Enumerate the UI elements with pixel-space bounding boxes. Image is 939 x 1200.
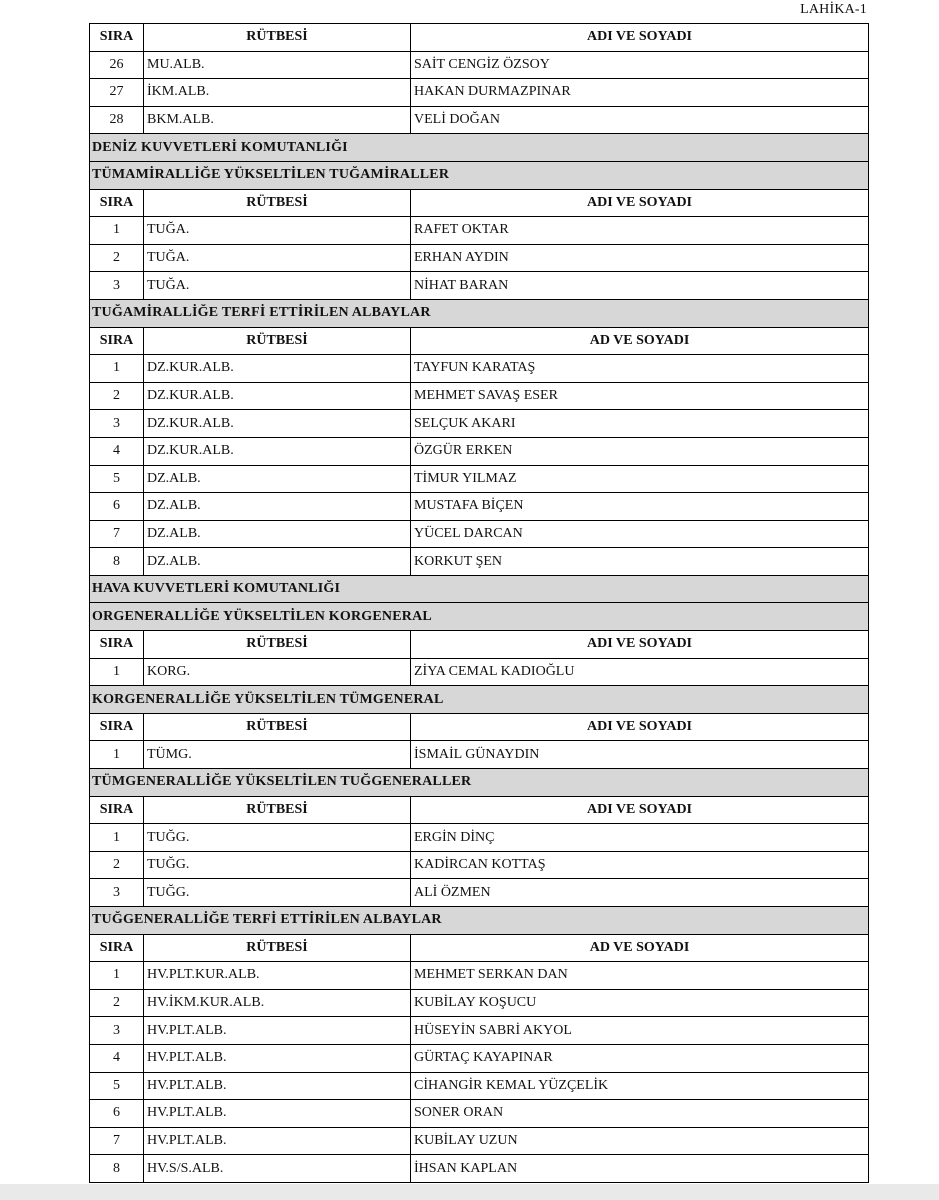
section-title: TÜMAMİRALLİĞE YÜKSELTİLEN TUĞAMİRALLER: [90, 161, 869, 189]
table-row: [90, 382, 869, 410]
row-name: KUBİLAY UZUN: [411, 1127, 869, 1155]
row-name: TİMUR YILMAZ: [411, 465, 869, 493]
row-name: CİHANGİR KEMAL YÜZÇELİK: [411, 1072, 869, 1100]
table-row: [90, 244, 869, 272]
row-name: SONER ORAN: [411, 1100, 869, 1128]
row-name: İHSAN KAPLAN: [411, 1155, 869, 1183]
table-row: [90, 548, 869, 576]
row-number: 3: [90, 1017, 144, 1045]
row-rank: MU.ALB.: [144, 51, 411, 79]
row-name: ERGİN DİNÇ: [411, 824, 869, 852]
column-header-sira: SIRA: [90, 631, 144, 659]
row-name: ERHAN AYDIN: [411, 244, 869, 272]
table-row: [90, 493, 869, 521]
row-rank: DZ.ALB.: [144, 465, 411, 493]
row-number: 2: [90, 851, 144, 879]
column-header-row: [90, 24, 869, 52]
table-row: [90, 106, 869, 134]
row-rank: İKM.ALB.: [144, 79, 411, 107]
column-header-sira: SIRA: [90, 796, 144, 824]
column-header-sira: SIRA: [90, 934, 144, 962]
row-rank: TUĞA.: [144, 244, 411, 272]
table-row: [90, 824, 869, 852]
column-header-row: [90, 796, 869, 824]
row-rank: HV.PLT.ALB.: [144, 1017, 411, 1045]
row-rank: BKM.ALB.: [144, 106, 411, 134]
row-rank: TUĞG.: [144, 851, 411, 879]
row-rank: KORG.: [144, 658, 411, 686]
row-number: 2: [90, 382, 144, 410]
row-name: SELÇUK AKARI: [411, 410, 869, 438]
row-rank: DZ.ALB.: [144, 493, 411, 521]
table-row: [90, 989, 869, 1017]
table-row: [90, 1127, 869, 1155]
row-rank: HV.PLT.ALB.: [144, 1072, 411, 1100]
column-header-sira: SIRA: [90, 24, 144, 52]
table-row: [90, 51, 869, 79]
row-number: 7: [90, 520, 144, 548]
column-header-row: [90, 713, 869, 741]
row-number: 2: [90, 989, 144, 1017]
table-row: [90, 1072, 869, 1100]
row-rank: HV.PLT.ALB.: [144, 1127, 411, 1155]
table-row: [90, 851, 869, 879]
row-name: RAFET OKTAR: [411, 217, 869, 245]
section-heading-row: [90, 161, 869, 189]
section-title: TÜMGENERALLİĞE YÜKSELTİLEN TUĞGENERALLER: [90, 769, 869, 797]
column-header-name: ADI VE SOYADI: [411, 796, 869, 824]
row-number: 1: [90, 741, 144, 769]
row-rank: DZ.KUR.ALB.: [144, 382, 411, 410]
row-number: 1: [90, 824, 144, 852]
row-name: KUBİLAY KOŞUCU: [411, 989, 869, 1017]
table-row: [90, 437, 869, 465]
row-name: NİHAT BARAN: [411, 272, 869, 300]
column-header-rutbe: RÜTBESİ: [144, 327, 411, 355]
row-number: 5: [90, 465, 144, 493]
table-row: [90, 355, 869, 383]
row-rank: DZ.ALB.: [144, 548, 411, 576]
section-heading-row: [90, 575, 869, 603]
row-rank: DZ.KUR.ALB.: [144, 437, 411, 465]
row-name: SAİT CENGİZ ÖZSOY: [411, 51, 869, 79]
promotion-table: [89, 23, 869, 1183]
column-header-rutbe: RÜTBESİ: [144, 631, 411, 659]
table-row: [90, 465, 869, 493]
column-header-name: ADI VE SOYADI: [411, 713, 869, 741]
column-header-rutbe: RÜTBESİ: [144, 713, 411, 741]
row-name: GÜRTAÇ KAYAPINAR: [411, 1044, 869, 1072]
row-name: ÖZGÜR ERKEN: [411, 437, 869, 465]
table-row: [90, 962, 869, 990]
row-number: 4: [90, 437, 144, 465]
column-header-name: ADI VE SOYADI: [411, 24, 869, 52]
column-header-row: [90, 934, 869, 962]
section-heading-row: [90, 603, 869, 631]
row-rank: TUĞA.: [144, 217, 411, 245]
table-row: [90, 879, 869, 907]
column-header-rutbe: RÜTBESİ: [144, 796, 411, 824]
row-rank: TUĞG.: [144, 879, 411, 907]
column-header-sira: SIRA: [90, 189, 144, 217]
page-label: LAHİKA-1: [800, 2, 867, 17]
section-heading-row: [90, 907, 869, 935]
row-rank: HV.PLT.KUR.ALB.: [144, 962, 411, 990]
row-rank: HV.PLT.ALB.: [144, 1044, 411, 1072]
row-name: MEHMET SERKAN DAN: [411, 962, 869, 990]
column-header-name: ADI VE SOYADI: [411, 631, 869, 659]
row-rank: HV.S/S.ALB.: [144, 1155, 411, 1183]
section-title: TUĞAMİRALLİĞE TERFİ ETTİRİLEN ALBAYLAR: [90, 299, 869, 327]
section-heading-row: [90, 299, 869, 327]
row-number: 1: [90, 962, 144, 990]
row-number: 26: [90, 51, 144, 79]
column-header-name: AD VE SOYADI: [411, 327, 869, 355]
column-header-name: ADI VE SOYADI: [411, 189, 869, 217]
promotion-table-body: [90, 24, 869, 1183]
table-row: [90, 79, 869, 107]
row-name: MUSTAFA BİÇEN: [411, 493, 869, 521]
table-row: [90, 1100, 869, 1128]
row-number: 1: [90, 658, 144, 686]
row-number: 6: [90, 1100, 144, 1128]
row-number: 3: [90, 410, 144, 438]
row-rank: TÜMG.: [144, 741, 411, 769]
row-number: 28: [90, 106, 144, 134]
page-bottom-edge: [0, 1184, 939, 1200]
table-row: [90, 1017, 869, 1045]
column-header-rutbe: RÜTBESİ: [144, 24, 411, 52]
column-header-row: [90, 189, 869, 217]
row-name: TAYFUN KARATAŞ: [411, 355, 869, 383]
row-rank: HV.İKM.KUR.ALB.: [144, 989, 411, 1017]
column-header-row: [90, 327, 869, 355]
row-rank: TUĞA.: [144, 272, 411, 300]
section-title: HAVA KUVVETLERİ KOMUTANLIĞI: [90, 575, 869, 603]
section-title: TUĞGENERALLİĞE TERFİ ETTİRİLEN ALBAYLAR: [90, 907, 869, 935]
row-number: 4: [90, 1044, 144, 1072]
row-number: 7: [90, 1127, 144, 1155]
section-title: KORGENERALLİĞE YÜKSELTİLEN TÜMGENERAL: [90, 686, 869, 714]
row-name: KADİRCAN KOTTAŞ: [411, 851, 869, 879]
row-number: 2: [90, 244, 144, 272]
table-row: [90, 272, 869, 300]
table-row: [90, 520, 869, 548]
table-row: [90, 741, 869, 769]
table-row: [90, 217, 869, 245]
table-row: [90, 1044, 869, 1072]
table-row: [90, 410, 869, 438]
column-header-row: [90, 631, 869, 659]
row-number: 6: [90, 493, 144, 521]
table-row: [90, 1155, 869, 1183]
row-number: 1: [90, 217, 144, 245]
section-title: DENİZ KUVVETLERİ KOMUTANLIĞI: [90, 134, 869, 162]
column-header-rutbe: RÜTBESİ: [144, 189, 411, 217]
section-title: ORGENERALLİĞE YÜKSELTİLEN KORGENERAL: [90, 603, 869, 631]
section-heading-row: [90, 769, 869, 797]
row-name: HAKAN DURMAZPINAR: [411, 79, 869, 107]
row-number: 27: [90, 79, 144, 107]
row-number: 5: [90, 1072, 144, 1100]
row-rank: TUĞG.: [144, 824, 411, 852]
row-number: 3: [90, 272, 144, 300]
row-name: ZİYA CEMAL KADIOĞLU: [411, 658, 869, 686]
row-name: KORKUT ŞEN: [411, 548, 869, 576]
row-name: YÜCEL DARCAN: [411, 520, 869, 548]
column-header-name: AD VE SOYADI: [411, 934, 869, 962]
row-rank: HV.PLT.ALB.: [144, 1100, 411, 1128]
row-number: 8: [90, 1155, 144, 1183]
row-rank: DZ.KUR.ALB.: [144, 410, 411, 438]
column-header-sira: SIRA: [90, 327, 144, 355]
row-number: 3: [90, 879, 144, 907]
row-name: İSMAİL GÜNAYDIN: [411, 741, 869, 769]
row-rank: DZ.KUR.ALB.: [144, 355, 411, 383]
table-row: [90, 658, 869, 686]
row-name: ALİ ÖZMEN: [411, 879, 869, 907]
row-name: MEHMET SAVAŞ ESER: [411, 382, 869, 410]
column-header-rutbe: RÜTBESİ: [144, 934, 411, 962]
section-heading-row: [90, 134, 869, 162]
row-number: 1: [90, 355, 144, 383]
row-name: HÜSEYİN SABRİ AKYOL: [411, 1017, 869, 1045]
row-rank: DZ.ALB.: [144, 520, 411, 548]
row-name: VELİ DOĞAN: [411, 106, 869, 134]
row-number: 8: [90, 548, 144, 576]
section-heading-row: [90, 686, 869, 714]
column-header-sira: SIRA: [90, 713, 144, 741]
